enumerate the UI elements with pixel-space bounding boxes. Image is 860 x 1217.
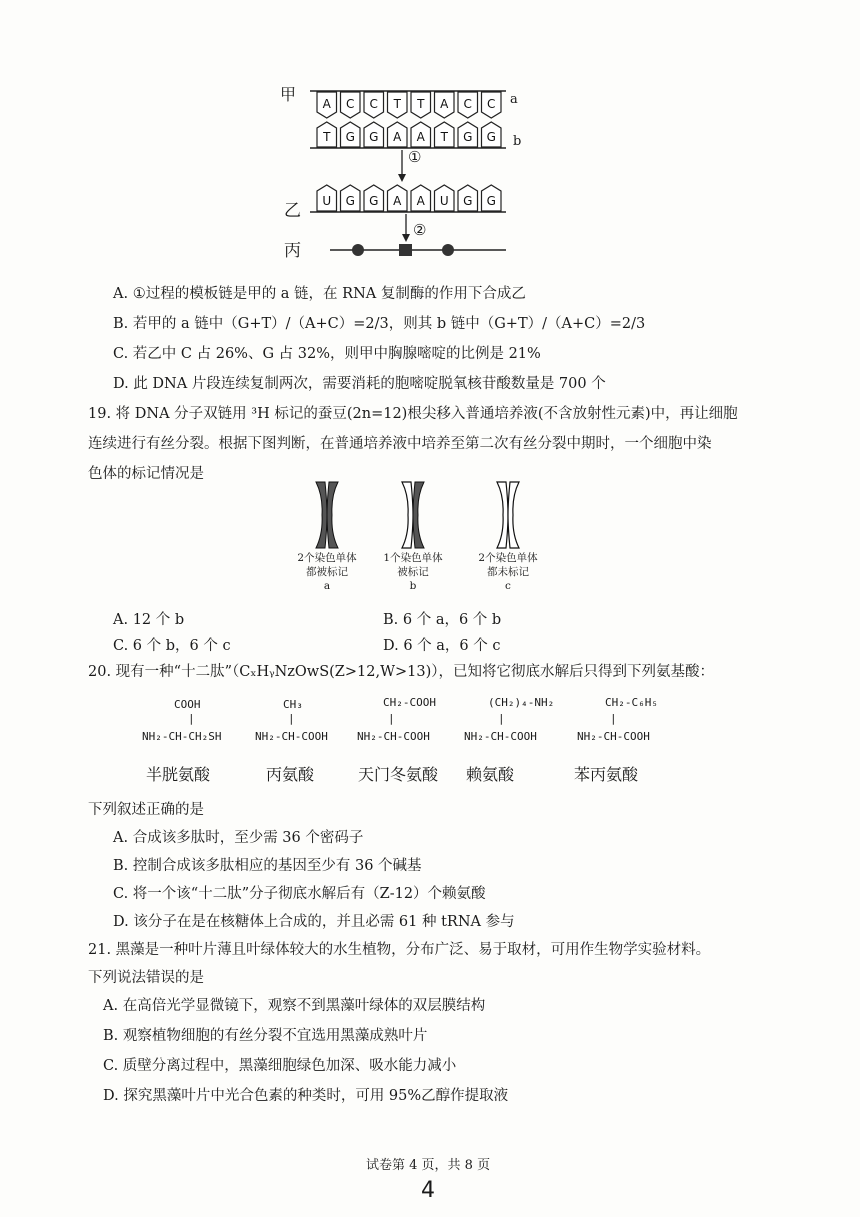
strand-yi-base-letter: U bbox=[439, 194, 449, 208]
aa-cys-backbone: NH₂-CH-CH₂SH bbox=[142, 730, 222, 743]
q21-option-d: D. 探究黑藻叶片中光合色素的种类时，可用 95%乙醇作提取液 bbox=[103, 1088, 509, 1104]
dna-svg bbox=[270, 78, 540, 278]
aa-lys-sidechain: (CH₂)₄-NH₂ bbox=[488, 696, 555, 709]
q19-stem-line2: 连续进行有丝分裂。根据下图判断，在普通培养液中培养至第二次有丝分裂中期时，一个细胞中染 bbox=[88, 436, 712, 452]
q20-option-d: D. 该分子在是在核糖体上合成的，并且必需 61 种 tRNA 参与 bbox=[113, 914, 515, 930]
strand-a-bases bbox=[317, 92, 501, 118]
label-bing: 丙 bbox=[284, 241, 301, 261]
strand-yi-base-letter: G bbox=[369, 194, 379, 208]
aa-phe-bond: | bbox=[610, 712, 617, 725]
aa-lys-bond: | bbox=[498, 712, 505, 725]
q21-option-c: C. 质壁分离过程中，黑藻细胞绿色加深、吸水能力减小 bbox=[103, 1058, 457, 1074]
aa-lys-name: 赖氨酸 bbox=[466, 765, 515, 784]
strand-b-base-letter: G bbox=[369, 130, 379, 144]
chromosome-c-tag: c bbox=[505, 580, 511, 592]
q20-option-a: A. 合成该多肽时，至少需 36 个密码子 bbox=[113, 830, 364, 846]
strand-yi-base-letter: U bbox=[322, 194, 332, 208]
strand-yi-base-letter: G bbox=[345, 194, 355, 208]
chromosome-a-tag: a bbox=[323, 580, 331, 592]
strand-b-base-letter: G bbox=[486, 130, 496, 144]
strand-a-base-letter: C bbox=[346, 97, 355, 111]
strand-a-base-letter: T bbox=[417, 97, 425, 111]
q19-stem-line3: 色体的标记情况是 bbox=[88, 466, 204, 482]
chromosome-a-line2: 都被标记 bbox=[306, 566, 348, 578]
q19-option-b: B. 6 个 a，6 个 b bbox=[383, 612, 502, 628]
strand-a-base-letter: C bbox=[463, 97, 472, 111]
strand-b-base-letter: T bbox=[440, 130, 448, 144]
q20-stem: 20. 现有一种“十二肽”（CₓHᵧNzOwS(Z>12,W>13)），已知将它彻底水解后只得到下列氨基酸： bbox=[88, 664, 714, 680]
chromosome-c-line2: 都未标记 bbox=[487, 566, 529, 578]
strand-b-base-letter: A bbox=[416, 130, 425, 144]
q19-option-d: D. 6 个 a，6 个 c bbox=[383, 638, 501, 654]
q21-stem-line2: 下列说法错误的是 bbox=[88, 970, 204, 986]
strand-b-label: b bbox=[513, 134, 522, 149]
strand-yi-base-letter: G bbox=[486, 194, 496, 208]
q18-option-d: D. 此 DNA 片段连续复制两次，需要消耗的胞嘧啶脱氧核苷酸数量是 700 个 bbox=[113, 376, 606, 392]
strand-b-base-letter: G bbox=[345, 130, 355, 144]
step1-label: ① bbox=[408, 148, 422, 166]
aa-lys-backbone: NH₂-CH-COOH bbox=[464, 730, 537, 743]
q18-option-c: C. 若乙中 C 占 26%、G 占 32%，则甲中胸腺嘧啶的比例是 21% bbox=[113, 346, 541, 362]
strand-a-label: a bbox=[510, 92, 518, 107]
q21-option-a: A. 在高倍光学显微镜下，观察不到黑藻叶绿体的双层膜结构 bbox=[103, 998, 486, 1014]
page-number: 4 bbox=[421, 1178, 435, 1203]
strand-b-bases bbox=[317, 122, 501, 147]
strand-yi-base-letter: A bbox=[393, 194, 402, 208]
aa-phe-sidechain: CH₂-C₆H₅ bbox=[605, 696, 658, 709]
q20-lead: 下列叙述正确的是 bbox=[88, 802, 204, 818]
chromosome-b bbox=[398, 478, 428, 552]
q21-option-b: B. 观察植物细胞的有丝分裂不宜选用黑藻成熟叶片 bbox=[103, 1028, 428, 1044]
q18-option-b: B. 若甲的 a 链中（G+T）/（A+C）=2/3，则其 b 链中（G+T）/（A+C）=2/3 bbox=[113, 316, 646, 332]
aa-asp-bond: | bbox=[388, 712, 395, 725]
chromosome-b-line1: 1个染色单体 bbox=[383, 552, 443, 564]
aa-ala-backbone: NH₂-CH-COOH bbox=[255, 730, 328, 743]
strand-b-base-letter: T bbox=[323, 130, 331, 144]
chromosome-a-line1: 2个染色单体 bbox=[297, 552, 357, 564]
q19-stem-line1: 19. 将 DNA 分子双链用 ³H 标记的蚕豆(2n=12)根尖移入普通培养液(不含放射性元素)中，再让细胞 bbox=[88, 406, 738, 422]
strand-a-base-letter: C bbox=[487, 97, 496, 111]
strand-b-base-letter: G bbox=[463, 130, 473, 144]
strand-a-base-letter: A bbox=[322, 97, 331, 111]
q19-option-c: C. 6 个 b，6 个 c bbox=[113, 638, 231, 654]
aa-asp-name: 天门冬氨酸 bbox=[358, 765, 439, 784]
q21-stem-line1: 21. 黑藻是一种叶片薄且叶绿体较大的水生植物，分布广泛、易于取材，可用作生物学实验材料。 bbox=[88, 942, 711, 958]
aa-cys-bond: | bbox=[188, 712, 195, 725]
chromosome-a-caption bbox=[292, 551, 362, 593]
aa-ala-sidechain: CH₃ bbox=[283, 698, 303, 711]
strand-yi-base-letter: G bbox=[463, 194, 473, 208]
page-footer: 试卷第 4 页，共 8 页 bbox=[366, 1158, 491, 1173]
strand-a-base-letter: C bbox=[369, 97, 378, 111]
chromosome-a bbox=[312, 478, 342, 552]
aa-cys-sidechain: COOH bbox=[174, 698, 201, 711]
strand-a-base-letter: T bbox=[393, 97, 401, 111]
aa-asp-backbone: NH₂-CH-COOH bbox=[357, 730, 430, 743]
label-yi: 乙 bbox=[284, 201, 301, 221]
aa-asp-sidechain: CH₂-COOH bbox=[383, 696, 436, 709]
strand-a-base-letter: A bbox=[440, 97, 449, 111]
strand-b-base-letter: A bbox=[393, 130, 402, 144]
chromosome-b-caption bbox=[378, 551, 448, 593]
chromosome-c-line1: 2个染色单体 bbox=[478, 552, 538, 564]
q20-option-c: C. 将一个该“十二肽”分子彻底水解后有（Z-12）个赖氨酸 bbox=[113, 886, 486, 902]
strand-yi-base-letter: A bbox=[416, 194, 425, 208]
dna-transcription-figure bbox=[270, 78, 540, 278]
aa-phe-name: 苯丙氨酸 bbox=[574, 765, 639, 784]
step2-label: ② bbox=[413, 221, 427, 239]
aa-phe-backbone: NH₂-CH-COOH bbox=[577, 730, 650, 743]
q19-option-a: A. 12 个 b bbox=[113, 612, 185, 628]
strand-yi-bases bbox=[317, 185, 501, 211]
aa-ala-name: 丙氨酸 bbox=[266, 765, 315, 784]
q20-option-b: B. 控制合成该多肽相应的基因至少有 36 个碱基 bbox=[113, 858, 422, 874]
aa-cys-name: 半胱氨酸 bbox=[146, 765, 211, 784]
label-jia: 甲 bbox=[280, 85, 297, 104]
chromosome-b-line2: 被标记 bbox=[397, 566, 429, 578]
chromosome-c bbox=[493, 478, 523, 552]
q18-option-a: A. ①过程的模板链是甲的 a 链，在 RNA 复制酶的作用下合成乙 bbox=[113, 286, 526, 302]
chromosome-b-tag: b bbox=[409, 580, 417, 592]
aa-ala-bond: | bbox=[288, 712, 295, 725]
chromosome-c-caption bbox=[473, 551, 543, 593]
